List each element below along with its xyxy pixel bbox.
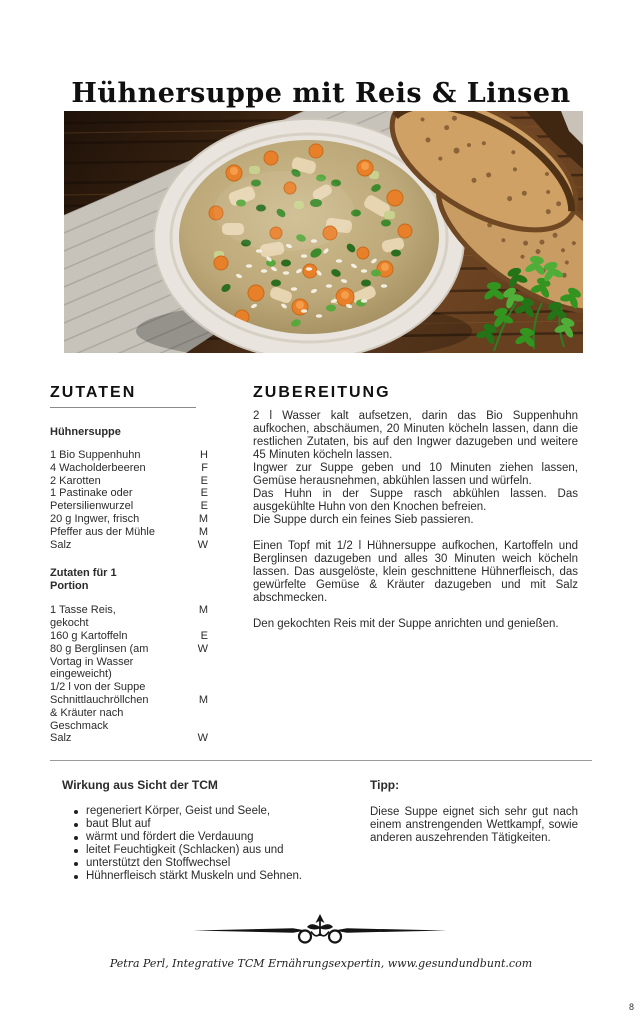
- ingredient-element-tag: [192, 707, 208, 720]
- preparation-paragraph: 2 l Wasser kalt aufsetzen, darin das Bio Suppenhuhn aufkochen, abschäumen, 20 Minuten köcheln lassen, dann die restlichen Zutaten, bis auf den Ingwer dazugeben und weitere 45 Minuten köcheln lassen.: [253, 410, 578, 461]
- tcm-bullet-item: [62, 805, 354, 818]
- tcm-bullet-text: unterstützt den Stoffwechsel: [86, 856, 231, 869]
- ingredient-row: [50, 449, 208, 462]
- tcm-bullet-text: leitet Feuchtigkeit (Schlacken) aus und: [86, 843, 284, 856]
- ingredient-element-tag: M: [198, 693, 208, 706]
- soup-photo-illustration: [64, 111, 583, 353]
- ingredient-element-tag: E: [200, 500, 208, 513]
- tcm-bullet-item: [62, 844, 354, 857]
- preparation-paragraph: [253, 527, 578, 540]
- ingredient-row: [50, 694, 208, 707]
- ingredient-row: [50, 475, 208, 488]
- ingredients-section: [50, 383, 208, 745]
- group-title-line: Portion: [50, 580, 89, 593]
- ingredient-element-tag: [192, 681, 208, 694]
- ingredient-element-tag: [192, 720, 208, 733]
- bullet-dot-icon: [74, 849, 78, 853]
- ingredient-text: Vortag in Wasser: [50, 655, 134, 668]
- ingredient-row: [50, 539, 208, 552]
- ingredient-text: 1 Bio Suppenhuhn: [50, 449, 141, 461]
- tcm-effect-section: [62, 778, 354, 882]
- ingredient-row: [50, 681, 208, 694]
- ingredient-row: [50, 732, 208, 745]
- tip-heading: Tipp:: [370, 778, 400, 792]
- bullet-dot-icon: [74, 836, 78, 840]
- ingredient-text: 20 g Ingwer, frisch: [50, 512, 140, 525]
- preparation-paragraphs: [253, 410, 578, 631]
- tcm-bullet-text: baut Blut auf: [86, 817, 151, 830]
- tcm-bullet-list: [62, 805, 354, 882]
- ingredient-text: 160 g Kartoffeln: [50, 629, 128, 642]
- ingredient-row: [50, 617, 208, 630]
- page-title: Hühnersuppe mit Reis & Linsen: [71, 78, 571, 110]
- ingredient-text: 80 g Berglinsen (am: [50, 642, 149, 655]
- ingredient-text: Salz: [50, 538, 72, 551]
- section-divider: [50, 760, 592, 761]
- ingredient-text: gekocht: [50, 617, 89, 630]
- ingredient-element-tag: W: [197, 538, 208, 551]
- tcm-bullet-item: [62, 857, 354, 870]
- ingredient-text: Pfeffer aus der Mühle: [50, 525, 155, 538]
- bullet-dot-icon: [74, 823, 78, 827]
- ingredient-row: [50, 462, 208, 475]
- ingredient-element-tag: W: [197, 732, 208, 745]
- ingredients-heading-rule: [50, 407, 196, 408]
- group-title-line: Zutaten für 1: [50, 567, 117, 580]
- ingredient-element-tag: E: [200, 629, 208, 642]
- ornament-divider-icon: [193, 913, 447, 947]
- ingredient-row: [50, 656, 208, 669]
- ingredient-element-tag: M: [198, 525, 208, 538]
- ingredient-element-tag: W: [197, 642, 208, 655]
- ingredient-text: & Kräuter nach: [50, 706, 124, 719]
- ingredient-text: 2 Karotten: [50, 474, 101, 487]
- ingredient-text: 1/2 l von der Suppe: [50, 681, 146, 694]
- preparation-paragraph: Die Suppe durch ein feines Sieb passieren.: [253, 514, 474, 526]
- ingredient-text: 4 Wacholderbeeren: [50, 461, 146, 474]
- ingredient-element-tag: [192, 668, 208, 681]
- tcm-bullet-text: wärmt und fördert die Verdauung: [86, 830, 254, 843]
- ingredient-text: 1 Pastinake oder: [50, 487, 133, 500]
- ingredient-element-tag: H: [200, 449, 208, 461]
- ingredient-row: [50, 487, 208, 500]
- ingredient-element-tag: [192, 656, 208, 669]
- tcm-bullet-item: [62, 870, 354, 883]
- ingredient-text: 1 Tasse Reis,: [50, 604, 116, 617]
- tcm-bullet-item: [62, 831, 354, 844]
- ingredient-row: [50, 604, 208, 617]
- ingredient-element-tag: E: [200, 487, 208, 500]
- tcm-bullet-text: regeneriert Körper, Geist und Seele,: [86, 805, 271, 817]
- bullet-dot-icon: [74, 862, 78, 866]
- tcm-heading: Wirkung aus Sicht der TCM: [62, 778, 218, 792]
- ingredient-element-tag: M: [198, 604, 208, 617]
- tcm-bullet-item: [62, 818, 354, 831]
- tcm-bullet-text: Hühnerfleisch stärkt Muskeln und Sehnen.: [86, 869, 303, 882]
- ingredient-element-tag: F: [201, 461, 208, 474]
- ingredient-text: Schnittlauchröllchen: [50, 693, 149, 706]
- preparation-heading: ZUBEREITUNG: [253, 384, 391, 401]
- preparation-paragraph: Den gekochten Reis mit der Suppe anrichten und genießen.: [253, 618, 559, 630]
- ingredient-element-tag: M: [198, 512, 208, 525]
- tip-section: [370, 778, 578, 857]
- ingredient-row: [50, 720, 208, 733]
- ingredient-text: Petersilienwurzel: [50, 500, 134, 513]
- bullet-dot-icon: [74, 810, 78, 814]
- preparation-paragraph: [253, 605, 578, 618]
- ingredient-row: [50, 668, 208, 681]
- preparation-section: [253, 383, 578, 631]
- ingredient-group-title: Hühnersuppe: [50, 426, 121, 438]
- ingredient-row: [50, 630, 208, 643]
- ingredient-row: [50, 513, 208, 526]
- ingredient-element-tag: [192, 617, 208, 630]
- page-number: 8: [628, 1002, 634, 1012]
- ingredient-row: [50, 526, 208, 539]
- ingredient-row: [50, 643, 208, 656]
- ingredient-list-portion: [50, 604, 208, 745]
- bullet-dot-icon: [74, 875, 78, 879]
- tip-text: Diese Suppe eignet sich sehr gut nach einem anstrengenden Wettkampf, sowie anderen auszehrenden Tätigkeiten.: [370, 806, 578, 844]
- preparation-paragraph: Das Huhn in der Suppe rasch abkühlen lassen. Das ausgekühlte Huhn von den Knochen befreien.: [253, 488, 578, 513]
- ingredient-text: Geschmack: [50, 719, 109, 732]
- ingredient-list-soup: [50, 449, 208, 551]
- ingredient-row: [50, 500, 208, 513]
- footer-author-line: Petra Perl, Integrative TCM Ernährungsexpertin, www.gesundundbunt.com: [109, 957, 533, 970]
- preparation-paragraph: Einen Topf mit 1/2 l Hühnersuppe aufkochen, Kartoffeln und Berglinsen dazugeben und alles 30 Minuten weich köcheln lassen. Das ausgelöste, klein geschnittene Hühnerfleisch, das gewürfelte Gemüse & Kräuter dazugeben und mit Salz abschmecken.: [253, 540, 578, 604]
- soup-photo: [64, 111, 583, 353]
- ingredient-row: [50, 707, 208, 720]
- ingredient-text: eingeweicht): [50, 668, 112, 681]
- ingredient-text: Salz: [50, 732, 72, 745]
- ingredients-heading: ZUTATEN: [50, 384, 137, 401]
- ingredient-group-title: [50, 567, 208, 593]
- ingredient-element-tag: E: [200, 474, 208, 487]
- preparation-paragraph: Ingwer zur Suppe geben und 10 Minuten ziehen lassen, Gemüse herausnehmen, abkühlen lassen und würfeln.: [253, 462, 578, 487]
